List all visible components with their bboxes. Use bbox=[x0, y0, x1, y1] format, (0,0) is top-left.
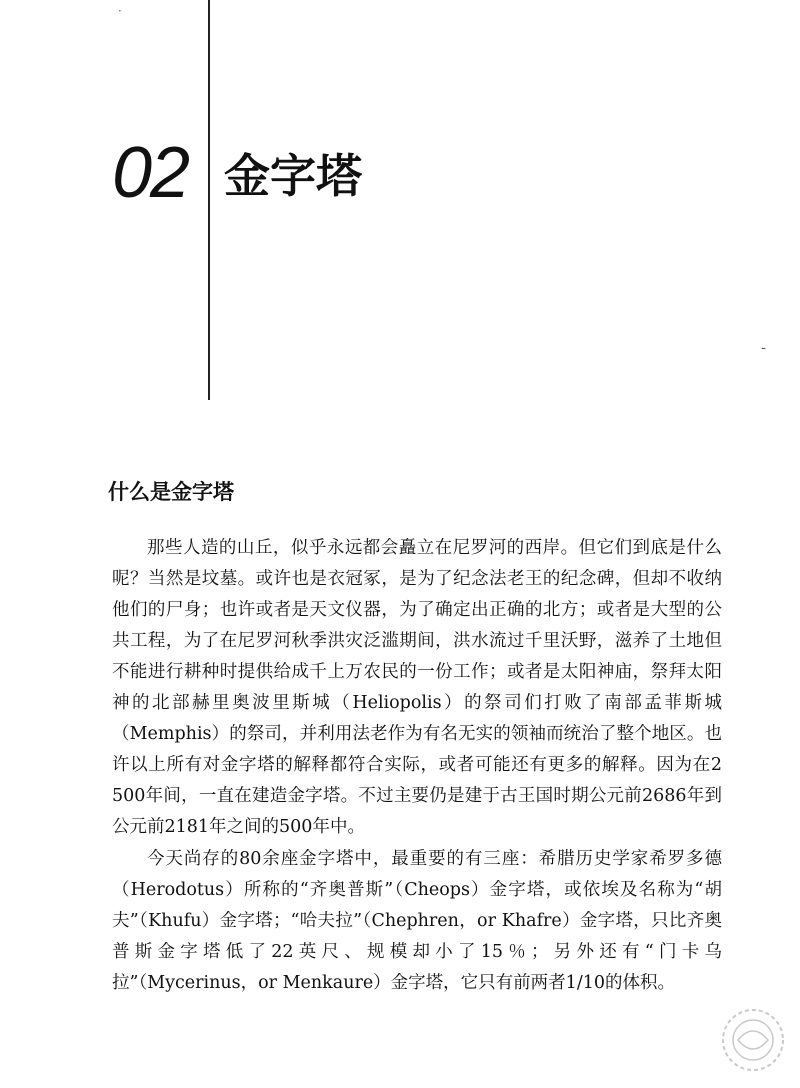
scan-mark-top: · bbox=[118, 4, 122, 18]
stamp-logo-icon bbox=[712, 1000, 794, 1078]
chapter-number: 02 bbox=[112, 133, 189, 213]
chapter-divider-line bbox=[208, 0, 210, 400]
section-heading: 什么是金字塔 bbox=[108, 480, 234, 504]
chapter-title: 金字塔 bbox=[224, 149, 362, 203]
body-paragraph-2: 今天尚存的80余座金字塔中，最重要的有三座：希腊历史学家希罗多德（Herodotus）所称的“齐奥普斯”（Cheops）金字塔，或依埃及名称为“胡夫”（Khufu）金字塔；“哈夫拉”（Chephren，or Khafre）金字塔，只比齐奥普斯金字塔低了22英尺、规模却小了15％；另外还有“门卡乌拉”（Mycerinus，or Menkaure）金字塔，它只有前两者1/10的体积。 bbox=[112, 849, 722, 993]
body-paragraph-1: 那些人造的山丘，似乎永远都会矗立在尼罗河的西岸。但它们到底是什么呢？当然是坟墓。或许也是衣冠冢，是为了纪念法老王的纪念碑，但却不收纳他们的尸身；也许或者是天文仪器，为了确定出正确的北方；或者是大型的公共工程，为了在尼罗河秋季洪灾泛滥期间，洪水流过千里沃野，滋养了土地但不能进行耕种时提供给成千上万农民的一份工作；或者是太阳神庙，祭拜太阳神的北部赫里奥波里斯城（Heliopolis）的祭司们打败了南部孟菲斯城（Memphis）的祭司，并利用法老作为有名无实的领袖而统治了整个地区。也许以上所有对金字塔的解释都符合实际，或者可能还有更多的解释。因为在2 500年间，一直在建造金字塔。不过主要仍是建于古王国时期公元前2686年到公元前2181年之间的500年中。 bbox=[112, 538, 722, 837]
scan-mark-edge: - bbox=[761, 340, 766, 356]
